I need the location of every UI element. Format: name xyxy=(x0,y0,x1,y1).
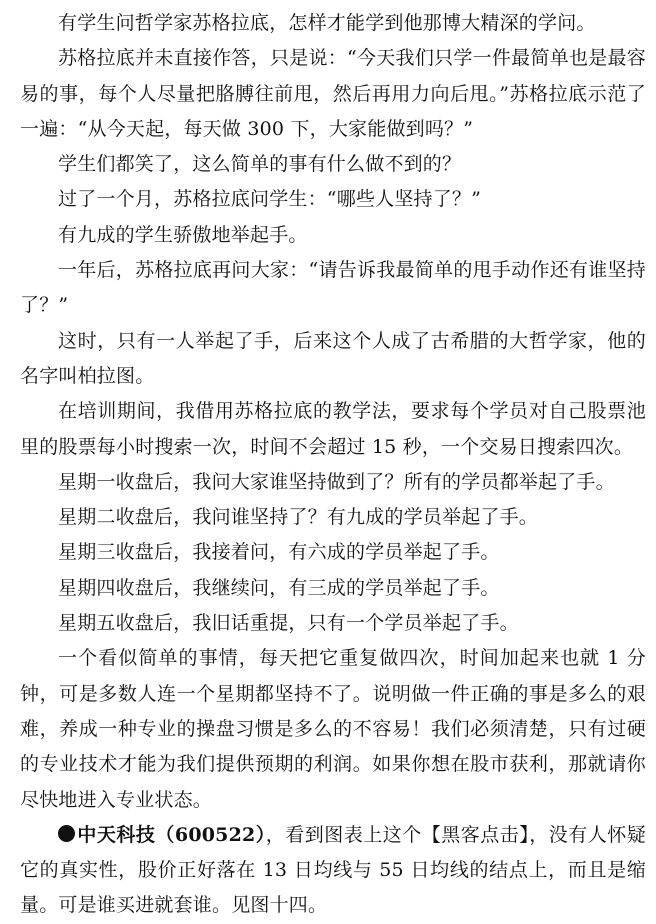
paragraph-14: 一个看似简单的事情，每天把它重复做四次，时间加起来也就 1 分钟，可是多数人连一个星期都坚持不了。说明做一件正确的事是多么的艰难，养成一种专业的操盘习惯是多么的不容易！我们必须清楚，只有过硬的专业技术才能为我们提供预期的利润。如果你想在股市获利，那就请你尽快地进入专业状态。 xyxy=(20,647,646,811)
bullet-icon xyxy=(58,825,75,842)
paragraph-3: 学生们都笑了，这么简单的事有什么做不到的？ xyxy=(58,153,462,176)
stock-label: 中天科技（600522） xyxy=(77,823,266,846)
paragraph-6: 一年后，苏格拉底再问大家：“请告诉我最简单的甩手动作还有谁坚持了？” xyxy=(20,259,646,317)
paragraph-12: 星期四收盘后，我继续问，有三成的学员举起了手。 xyxy=(58,576,500,599)
paragraph-13: 星期五收盘后，我旧话重提，只有一个学员举起了手。 xyxy=(58,612,519,635)
paragraph-9: 星期一收盘后，我问大家谁坚持做到了？所有的学员都举起了手。 xyxy=(58,470,615,493)
paragraph-8: 在培训期间，我借用苏格拉底的教学法，要求每个学员对自己股票池里的股票每小时搜索一次，时间不会超过 15 秒，一个交易日搜索四次。 xyxy=(20,400,646,458)
paragraph-10: 星期二收盘后，我问谁坚持了？有九成的学员举起了手。 xyxy=(58,506,539,529)
paragraph-1: 有学生问哲学家苏格拉底，怎样才能学到他那博大精深的学问。 xyxy=(58,12,596,34)
paragraph-4: 过了一个月，苏格拉底问学生：“哪些人坚持了？” xyxy=(58,188,482,211)
paragraph-5: 有九成的学生骄傲地举起手。 xyxy=(58,223,308,246)
paragraph-11: 星期三收盘后，我接着问，有六成的学员举起了手。 xyxy=(58,541,500,564)
final-paragraph-text: ，看到图表上这个【黑客点击】，没有人怀疑它的真实性，股价正好落在 13 日均线与 55 日均线的结点上，而且是缩量。可是谁买进就套谁。见图十四。 xyxy=(20,823,646,917)
paragraph-2: 苏格拉底并未直接作答，只是说：“今天我们只学一件最简单也是最容易的事，每个人尽量把胳膊往前甩，然后再用力向后甩。”苏格拉底示范了一遍：“从今天起，每天做 300 下，大家能做到吗？” xyxy=(20,47,646,140)
paragraph-7: 这时，只有一人举起了手，后来这个人成了古希腊的大哲学家，他的名字叫柏拉图。 xyxy=(20,329,646,387)
paragraph-final xyxy=(20,818,646,924)
